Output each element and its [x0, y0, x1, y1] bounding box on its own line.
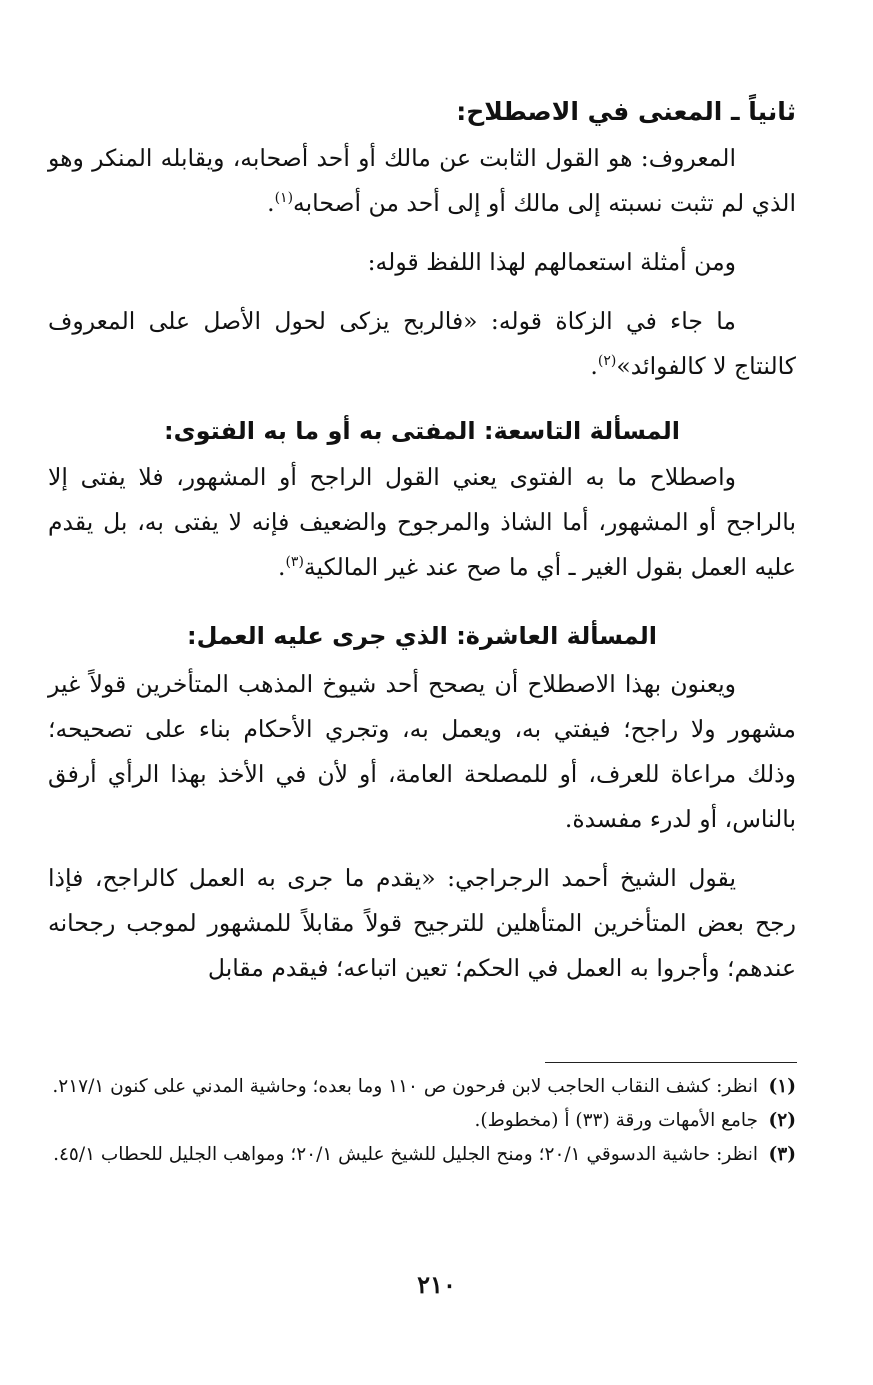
paragraph-definition: [48, 136, 796, 226]
paragraph-examples-intro: ومن أمثلة استعمالهم لهذا اللفظ قوله:: [367, 248, 736, 276]
footnote-2: [52, 1104, 796, 1138]
footnote-text: انظر: حاشية الدسوقي ٢٠/١؛ ومنح الجليل للشيخ عليش ٢٠/١؛ ومواهب الجليل للحطاب ٤٥/١.: [53, 1144, 758, 1165]
heading-issue-9: المسألة التاسعة: المفتى به أو ما به الفتوى:: [164, 417, 680, 445]
footnote-separator: [545, 1062, 797, 1063]
paragraph-issue-10-quote: يقول الشيخ أحمد الرجراجي: «يقدم ما جرى به العمل كالراجح، فإذا رجح بعض المتأخرين المتأهلين للترجيح قولاً مقابلاً للمشهور لموجب رجحانه عندهم؛ وأجروا به العمل في الحكم؛ تعين اتباعه؛ فيقدم مقابل: [48, 864, 796, 982]
paragraph-issue-9-text: واصطلاح ما به الفتوى يعني القول الراجح أو المشهور، فلا يفتى إلا بالراجح أو المشهور، أما الشاذ والمرجوح والضعيف فإنه لا يفتى به، بل يقدم عليه العمل بقول الغير ـ أي ما صح عند غير المالكية: [48, 463, 796, 581]
page-number: ٢١٠: [417, 1270, 456, 1299]
paragraph-zakat-text: ما جاء في الزكاة قوله: «فالربح يزكى لحول الأصل على المعروف كالنتاج لا كالفوائد»: [48, 307, 796, 380]
footnote-number: (١): [768, 1076, 796, 1097]
footnotes: [52, 1070, 796, 1172]
section-title: ثانياً ـ المعنى في الاصطلاح:: [456, 97, 796, 126]
heading-issue-10: المسألة العاشرة: الذي جرى عليه العمل:: [187, 622, 657, 650]
paragraph-definition-end: .: [267, 189, 275, 217]
footnote-text: انظر: كشف النقاب الحاجب لابن فرحون ص ١١٠ وما بعده؛ وحاشية المدني على كنون ٢١٧/١.: [52, 1076, 758, 1097]
footnote-number: (٣): [768, 1144, 796, 1165]
footnote-ref-2[interactable]: (٢): [597, 353, 617, 370]
footnote-ref-1[interactable]: (١): [274, 190, 294, 207]
paragraph-issue-9: [48, 455, 796, 590]
paragraph-issue-10-definition: ويعنون بهذا الاصطلاح أن يصحح أحد شيوخ المذهب المتأخرين قولاً غير مشهور ولا راجح؛ فيفتي به، ويعمل به، وتجري الأحكام بناء على تصحيحه؛ وذلك مراعاة للعرف، أو للمصلحة العامة، أو لأن في الأخذ بهذا الرأي أرفق بالناس، أو لدرء مفسدة.: [48, 670, 796, 833]
footnote-1: [52, 1070, 796, 1104]
footnote-ref-3[interactable]: (٣): [285, 554, 304, 571]
paragraph-zakat-example: [48, 299, 796, 389]
paragraph-definition-text: المعروف: هو القول الثابت عن مالك أو أحد أصحابه، ويقابله المنكر وهو الذي لم تثبت نسبته إلى مالك أو إلى أحد من أصحابه: [48, 144, 796, 217]
paragraph-zakat-end: .: [590, 352, 598, 380]
footnote-number: (٢): [768, 1110, 796, 1131]
footnote-text: جامع الأمهات ورقة (٣٣) أ (مخطوط).: [474, 1110, 758, 1131]
paragraph-issue-9-end: .: [277, 553, 286, 581]
page-body: [48, 92, 796, 991]
footnote-3: [52, 1138, 796, 1172]
